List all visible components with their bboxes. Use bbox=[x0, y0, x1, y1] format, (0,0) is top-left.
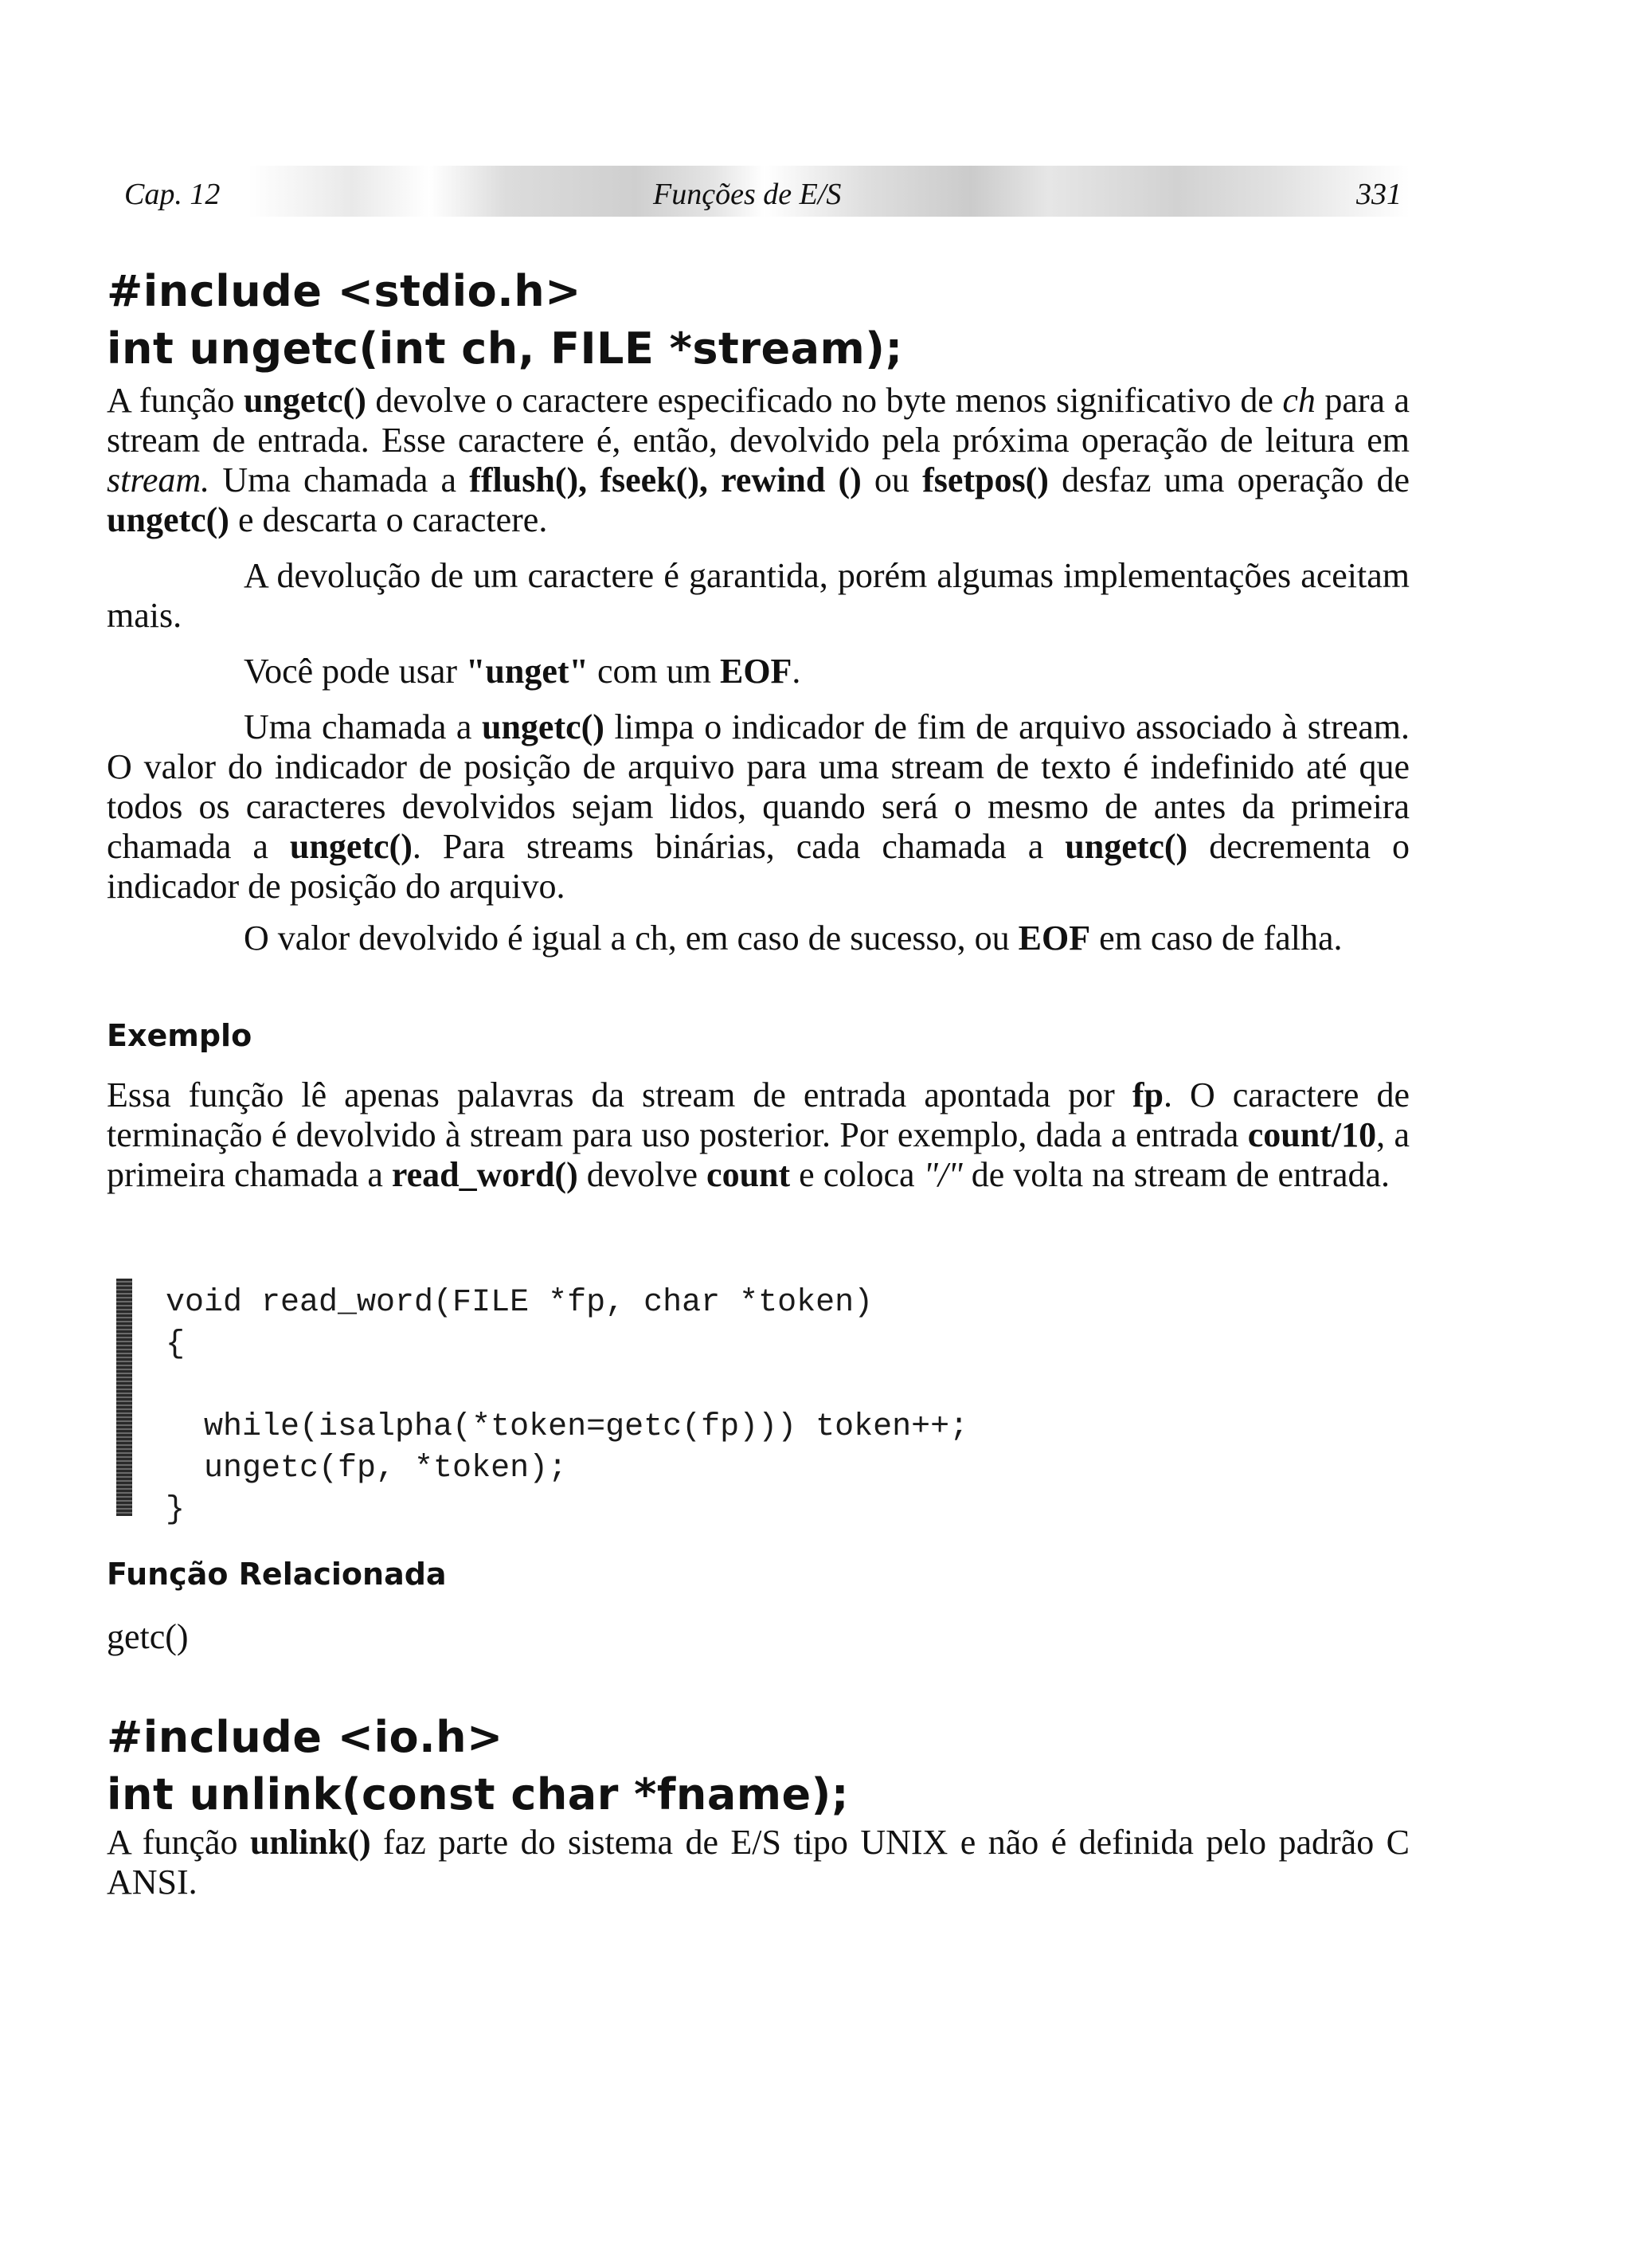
ungetc-prototype: int ungetc(int ch, FILE *stream); bbox=[107, 323, 903, 374]
code-block-marker bbox=[116, 1279, 132, 1516]
section-title: Funções de E/S bbox=[653, 178, 842, 211]
example-description: Essa função lê apenas palavras da stream de entrada apontada por fp. O caractere de terminação é devolvido à stream para uso posterior. Por exemplo, dada a entrada count/10, a primeira chamada a read_word() devolve count e coloca "/" de volta na stream de entrada. bbox=[107, 1075, 1410, 1194]
ungetc-position-paragraph: Uma chamada a ungetc() limpa o indicador de fim de arquivo associado à stream. O valor do indicador de posição de arquivo para uma stream de texto é indefinido até que todos os caracteres devolvidos sejam lidos, quando será o mesmo de antes da primeira chamada a ungetc(). Para streams binárias, cada chamada a ungetc() decrementa o indicador de posição do arquivo. bbox=[107, 707, 1410, 906]
ungetc-eof-paragraph: Você pode usar "unget" com um EOF. bbox=[244, 652, 801, 691]
ungetc-heading bbox=[107, 263, 903, 378]
ungetc-return-paragraph: O valor devolvido é igual a ch, em caso de sucesso, ou EOF em caso de falha. bbox=[244, 919, 1343, 958]
code-line: ungetc(fp, *token); bbox=[166, 1451, 568, 1487]
ungetc-include: #include <stdio.h> bbox=[107, 266, 581, 316]
code-line bbox=[166, 1365, 968, 1407]
related-function-heading: Função Relacionada bbox=[107, 1557, 447, 1592]
running-header bbox=[119, 166, 1410, 217]
unlink-include: #include <io.h> bbox=[107, 1712, 503, 1762]
ungetc-guarantee-paragraph: A devolução de um caractere é garantida, porém algumas implementações aceitam mais. bbox=[107, 556, 1410, 635]
chapter-label: Cap. 12 bbox=[124, 178, 221, 211]
code-line: void read_word(FILE *fp, char *token) bbox=[166, 1285, 874, 1321]
unlink-prototype: int unlink(const char *fname); bbox=[107, 1769, 849, 1819]
unlink-heading bbox=[107, 1709, 849, 1823]
code-line: while(isalpha(*token=getc(fp))) token++; bbox=[166, 1409, 969, 1445]
example-heading: Exemplo bbox=[107, 1018, 252, 1053]
unlink-description: A função unlink() faz parte do sistema de E/S tipo UNIX e não é definida pelo padrão C ANSI. bbox=[107, 1823, 1410, 1902]
ungetc-description: A função ungetc() devolve o caractere especificado no byte menos significativo de ch para a stream de entrada. Esse caractere é, então, devolvido pela próxima operação de leitura em stream. Uma chamada a fflush(), fseek(), rewind () ou fsetpos() desfaz uma operação de ungetc() e descarta o caractere. bbox=[107, 381, 1410, 539]
related-function: getc() bbox=[107, 1617, 189, 1656]
page-number: 331 bbox=[1356, 178, 1402, 211]
code-block bbox=[166, 1283, 968, 1531]
code-line: { bbox=[166, 1326, 186, 1362]
code-line: } bbox=[166, 1492, 186, 1528]
